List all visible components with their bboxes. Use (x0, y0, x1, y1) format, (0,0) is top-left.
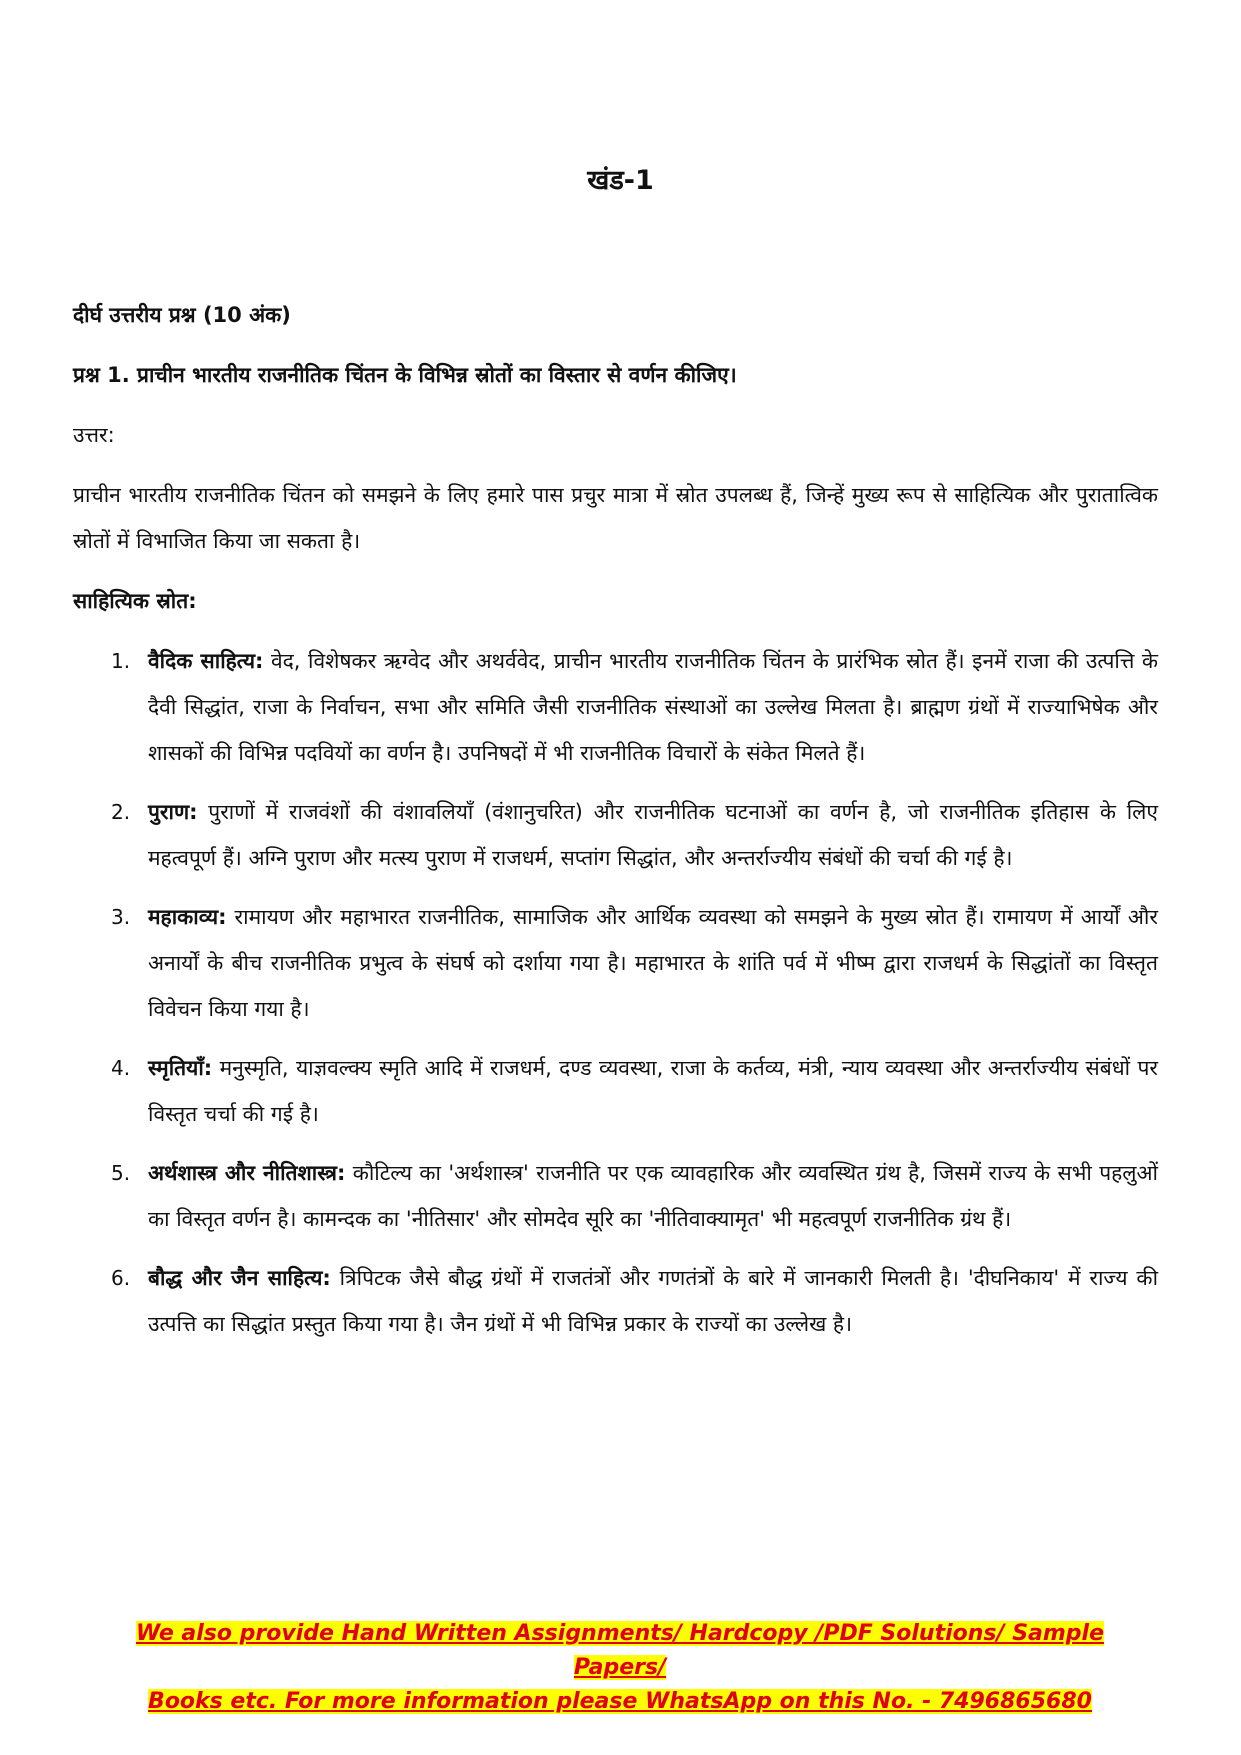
source-term: वैदिक साहित्य: (148, 649, 264, 673)
literary-sources-label: साहित्यिक स्रोत: (73, 589, 197, 613)
answer-intro: प्राचीन भारतीय राजनीतिक चिंतन को समझने के लिए हमारे पास प्रचुर मात्रा में स्रोत उपलब्ध हैं, जिन्हें मुख्य रूप से साहित्यिक और पुरातात्विक स्रोतों में विभाजित किया जा सकता है। (73, 483, 1158, 553)
list-item (73, 1255, 1158, 1347)
question-text: प्रश्न 1. प्राचीन भारतीय राजनीतिक चिंतन के विभिन्न स्रोतों का विस्तार से वर्णन कीजिए। (73, 363, 737, 387)
document-body (73, 292, 1158, 1360)
list-item-number: 1. (111, 649, 131, 673)
list-item (73, 1150, 1158, 1242)
question-type-heading: दीर्घ उत्तरीय प्रश्न (10 अंक) (73, 303, 291, 327)
list-item-number: 6. (111, 1266, 131, 1290)
source-term: स्मृतियाँ: (148, 1056, 213, 1080)
section-title: खंड-1 (587, 165, 654, 196)
list-item-number: 3. (111, 905, 131, 929)
source-term: अर्थशास्त्र और नीतिशास्त्र: (148, 1161, 346, 1185)
promo-footer (90, 1617, 1150, 1719)
promo-line-1: We also provide Hand Written Assignments/ Hardcopy /PDF Solutions/ Sample Papers/ (135, 1621, 1105, 1680)
source-description: वेद, विशेषकर ऋग्वेद और अथर्ववेद, प्राचीन भारतीय राजनीतिक चिंतन के प्रारंभिक स्रोत हैं। इनमें राजा की उत्पत्ति के दैवी सिद्धांत, राजा के निर्वाचन, सभा और समिति जैसी राजनीतिक संस्थाओं का उल्लेख मिलता है। ब्राह्मण ग्रंथों में राज्याभिषेक और शासकों की विभिन्न पदवियों का वर्णन है। उपनिषदों में भी राजनीतिक विचारों के संकेत मिलते हैं। (148, 649, 1158, 765)
source-description: पुराणों में राजवंशों की वंशावलियाँ (वंशानुचरित) और राजनीतिक घटनाओं का वर्णन है, जो राजनीतिक इतिहास के लिए महत्वपूर्ण हैं। अग्नि पुराण और मत्स्य पुराण में राजधर्म, सप्तांग सिद्धांत, और अन्तर्राज्यीय संबंधों की चर्चा की गई है। (148, 800, 1158, 870)
list-item (73, 638, 1158, 776)
source-term: महाकाव्य: (148, 905, 227, 929)
sources-list (73, 638, 1158, 1347)
list-item-number: 5. (111, 1161, 131, 1185)
source-description: रामायण और महाभारत राजनीतिक, सामाजिक और आर्थिक व्यवस्था को समझने के मुख्य स्रोत हैं। रामायण में आर्यों और अनार्यों के बीच राजनीतिक प्रभुत्व के संघर्ष को दर्शाया गया है। महाभारत के शांति पर्व में भीष्म द्वारा राजधर्म के सिद्धांतों का विस्तृत विवेचन किया गया है। (148, 905, 1158, 1021)
list-item (73, 1045, 1158, 1137)
list-item-number: 2. (111, 800, 131, 824)
source-description: कौटिल्य का 'अर्थशास्त्र' राजनीति पर एक व्यावहारिक और व्यवस्थित ग्रंथ है, जिसमें राज्य के सभी पहलुओं का विस्तृत वर्णन है। कामन्दक का 'नीतिसार' और सोमदेव सूरि का 'नीतिवाक्यामृत' भी महत्वपूर्ण राजनीतिक ग्रंथ हैं। (148, 1161, 1158, 1231)
answer-label: उत्तर: (73, 423, 115, 447)
source-term: पुराण: (148, 800, 198, 824)
source-term: बौद्ध और जैन साहित्य: (148, 1266, 331, 1290)
list-item (73, 894, 1158, 1032)
list-item (73, 789, 1158, 881)
list-item-number: 4. (111, 1056, 131, 1080)
source-description: मनुस्मृति, याज्ञवल्क्य स्मृति आदि में राजधर्म, दण्ड व्यवस्था, राजा के कर्तव्य, मंत्री, न्याय व्यवस्था और अन्तर्राज्यीय संबंधों पर विस्तृत चर्चा की गई है। (148, 1056, 1158, 1126)
source-description: त्रिपिटक जैसे बौद्ध ग्रंथों में राजतंत्रों और गणतंत्रों के बारे में जानकारी मिलती है। 'दीघनिकाय' में राज्य की उत्पत्ति का सिद्धांत प्रस्तुत किया गया है। जैन ग्रंथों में भी विभिन्न प्रकार के राज्यों का उल्लेख है। (148, 1266, 1159, 1336)
promo-line-2: Books etc. For more information please WhatsApp on this No. - 7496865680 (148, 1689, 1092, 1714)
